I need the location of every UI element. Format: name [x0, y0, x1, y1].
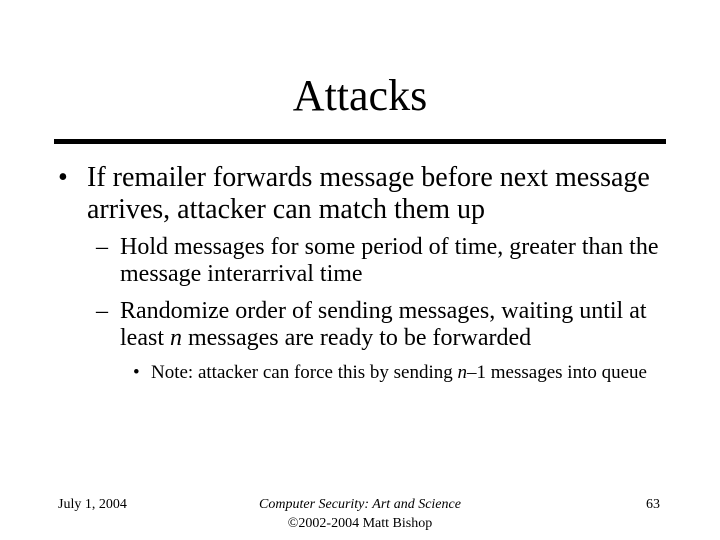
- text-fragment: Randomize order of sending messages, waiting until at least: [120, 298, 647, 351]
- text-fragment: Note: attacker can force this by sending: [151, 362, 458, 383]
- sub-bullet-item-hold: [96, 234, 676, 288]
- variable-n: n: [457, 362, 468, 383]
- footer-date: July 1, 2004: [58, 497, 127, 512]
- dash-marker: –: [96, 298, 108, 324]
- footer-center: [210, 495, 510, 533]
- sub-bullet-text-hold: Hold messages for some period of time, greater than the message interarrival time: [120, 234, 659, 287]
- book-title-text: Computer Security: Art and Science: [259, 497, 461, 512]
- slide-title: Attacks: [292, 71, 428, 120]
- sub-bullet-item-randomize: [96, 298, 676, 352]
- footer-book-title: [210, 495, 510, 514]
- main-bullet-text: If remailer forwards message before next message arrives, attacker can match them up: [87, 162, 650, 225]
- page-number: 63: [646, 497, 660, 512]
- note-text: [151, 361, 653, 384]
- bullet-marker: •: [58, 162, 68, 193]
- bullet-marker: •: [133, 362, 140, 383]
- note-bullet-item: [133, 361, 653, 384]
- sub-bullet-text-randomize: [120, 298, 676, 352]
- main-bullet-item: [58, 162, 698, 226]
- text-fragment: messages are ready to be forwarded: [181, 325, 532, 351]
- dash-marker: –: [96, 234, 108, 260]
- variable-n: n: [169, 325, 182, 351]
- text-fragment: –1 messages into queue: [467, 362, 647, 383]
- title-divider: [54, 139, 666, 144]
- footer-copyright: ©2002-2004 Matt Bishop: [287, 516, 433, 531]
